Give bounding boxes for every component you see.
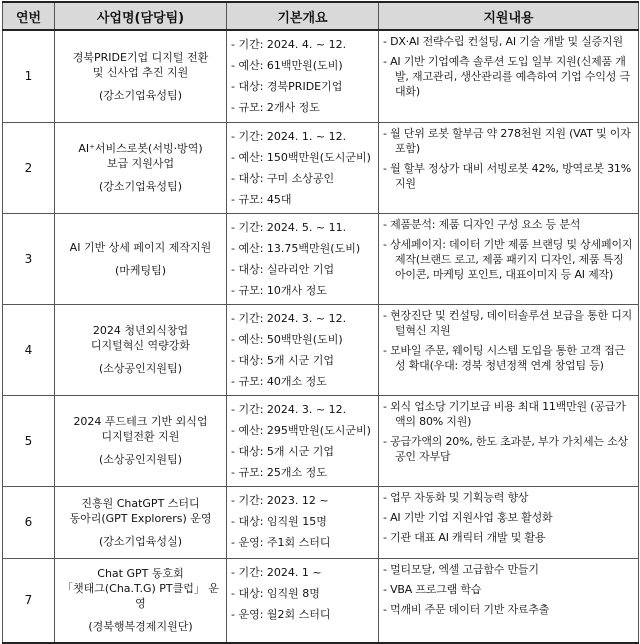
- program-name-line: 및 신사업 추진 지원: [92, 65, 189, 79]
- overview-cell: [227, 122, 379, 213]
- header-overview: 기본개요: [227, 2, 379, 30]
- overview-item: - 기간: 2024. 1. ~ 12.: [231, 129, 347, 143]
- program-team: (강소기업육성팀): [99, 88, 182, 102]
- program-name-line: 2024 청년외식창업: [92, 324, 189, 337]
- program-team: (마케팅팀): [114, 263, 167, 277]
- overview-item: - 기간: 2024. 3. ~ 12.: [231, 311, 347, 325]
- overview-item: - 규모: 2개사 정도: [231, 101, 320, 114]
- table-row: [3, 213, 639, 304]
- support-item: - AI 기반 기업 지원사업 홍보 활성화: [383, 510, 553, 524]
- program-team: (소상공인지원팀): [99, 362, 182, 375]
- overview-item: - 규모: 45대: [231, 192, 292, 206]
- table-row: [3, 122, 639, 213]
- program-team: (강소기업육성실): [99, 534, 182, 548]
- support-item: - 현장진단 및 컨설팅, 데이터솔루션 보급을 통한 디지털혁신 지원: [383, 308, 633, 337]
- program-name-cell: [55, 558, 227, 643]
- program-name-line: 디지털혁신 역량강화: [90, 339, 191, 352]
- overview-cell: [227, 395, 379, 486]
- overview-item: - 예산: 150백만원(도시군비): [231, 150, 371, 164]
- program-name-line: 경북PRIDE기업 디지털 전환: [72, 50, 209, 64]
- header-support: 지원내용: [379, 2, 639, 30]
- program-name-cell: [55, 213, 227, 304]
- support-cell: [379, 486, 639, 558]
- program-name-cell: [55, 304, 227, 395]
- overview-item: - 대상: 5개 시군 기업: [231, 353, 335, 367]
- overview-item: - 기간: 2024. 4. ~ 12.: [231, 38, 347, 51]
- program-team: (경북행복경제지원단): [88, 620, 193, 634]
- support-item: - 제품분석: 제품 디자인 구성 요소 등 분석: [383, 217, 581, 231]
- program-name-line: Chat GPT 동호회: [97, 567, 184, 581]
- program-name-cell: [55, 122, 227, 213]
- program-name-line: 「챗태그(Cha.T.G) PT클럽」 운영: [61, 582, 219, 611]
- table-row: [3, 304, 639, 395]
- overview-cell: [227, 558, 379, 643]
- row-number: 2: [3, 122, 55, 213]
- row-number: 5: [3, 395, 55, 486]
- overview-item: - 대상: 구미 소상공인: [231, 171, 335, 185]
- support-item: - 업무 자동화 및 기획능력 향상: [383, 490, 529, 504]
- overview-cell: [227, 486, 379, 558]
- program-name-cell: [55, 30, 227, 122]
- overview-cell: [227, 30, 379, 122]
- support-item: - 먹깨비 주문 데이터 기반 자료추출: [383, 602, 550, 616]
- support-cell: [379, 30, 639, 122]
- support-item: - 외식 업소당 기기보급 비용 최대 11백만원 (공급가액의 80% 지원): [383, 399, 626, 428]
- program-name-line: 보급 지원사업: [106, 157, 175, 170]
- support-cell: [379, 213, 639, 304]
- overview-item: - 기간: 2024. 1 ~: [231, 565, 322, 579]
- header-name: 사업명(담당팀): [55, 2, 227, 30]
- table-row: [3, 30, 639, 122]
- row-number: 3: [3, 213, 55, 304]
- overview-item: - 예산: 13.75백만원(도비): [231, 241, 361, 255]
- program-name-line: AI 기반 상세 페이지 제작지원: [69, 240, 212, 254]
- table-row: [3, 558, 639, 643]
- support-item: - 월 할부 정상가 대비 서빙로봇 42%, 방역로봇 31% 지원: [383, 161, 631, 190]
- support-item: - AI 기반 기업예측 솔루션 도입 일부 지원(신제품 개발, 재고관리, 생산관리를 예측하여 기업 수익성 극대화): [383, 55, 630, 98]
- support-item: - 모바일 주문, 웨이팅 시스템 도입을 통한 고객 접근성 확대(우대: 경북 청년정책 연계 창업팀 등): [383, 343, 625, 372]
- row-number: 1: [3, 30, 55, 122]
- overview-item: - 예산: 50백만원(도비): [231, 332, 343, 346]
- program-name-line: 디지털전환 지원: [101, 430, 180, 443]
- support-cell: [379, 558, 639, 643]
- support-item: - 멀티모달, 엑셀 고급함수 만들기: [383, 562, 539, 576]
- overview-item: - 운영: 주1회 스터디: [231, 535, 331, 549]
- overview-item: - 기간: 2024. 5. ~ 11.: [231, 220, 347, 234]
- program-name-line: 진흥원 ChatGPT 스터디: [81, 496, 200, 510]
- overview-item: - 대상: 경북PRIDE기업: [231, 80, 343, 93]
- overview-item: - 기간: 2023. 12 ~: [231, 493, 329, 507]
- program-team: (강소기업육성팀): [99, 180, 182, 193]
- table-row: [3, 486, 639, 558]
- support-cell: [379, 122, 639, 213]
- overview-item: - 대상: 임직원 15명: [231, 514, 327, 528]
- overview-cell: [227, 213, 379, 304]
- table-row: [3, 395, 639, 486]
- overview-item: - 운영: 월2회 스터디: [231, 607, 331, 621]
- overview-item: - 규모: 40개소 정도: [231, 374, 327, 388]
- overview-item: - 기간: 2024. 3. ~ 12.: [231, 402, 347, 416]
- support-cell: [379, 304, 639, 395]
- header-no: 연번: [3, 2, 55, 30]
- overview-item: - 규모: 10개사 정도: [231, 283, 327, 297]
- support-item: - 월 단위 로봇 할부금 약 278천원 지원 (VAT 및 이자 포함): [383, 126, 631, 155]
- header-row: [3, 2, 639, 30]
- row-number: 7: [3, 558, 55, 643]
- program-name-cell: [55, 395, 227, 486]
- overview-item: - 대상: 5개 시군 기업: [231, 444, 335, 458]
- program-team: (소상공인지원팀): [99, 453, 182, 466]
- row-number: 4: [3, 304, 55, 395]
- program-name-line: AI⁺서비스로봇(서빙·방역): [78, 142, 203, 155]
- row-number: 6: [3, 486, 55, 558]
- program-table: [2, 1, 639, 644]
- overview-item: - 대상: 실라리안 기업: [231, 262, 335, 276]
- program-name-line: 동아리(GPT Explorers) 운영: [69, 511, 212, 525]
- overview-item: - 예산: 61백만원(도비): [231, 59, 343, 72]
- overview-item: - 예산: 295백만원(도시군비): [231, 423, 371, 437]
- support-item: - DX·AI 전략수립 컨설팅, AI 기술 개발 및 실증지원: [383, 35, 623, 48]
- support-cell: [379, 395, 639, 486]
- support-item: - 상세페이지: 데이터 기반 제품 브랜딩 및 상세페이지 제작(브랜드 로고, 제품 패키지 디자인, 제품 특징 아이콘, 마케팅 포인트, 대표이미지 등 AI 제작): [383, 237, 633, 281]
- overview-item: - 규모: 25개소 정도: [231, 465, 327, 479]
- support-item: - 기관 대표 AI 캐릭터 개발 및 활용: [383, 530, 546, 544]
- overview-item: - 대상: 임직원 8명: [231, 586, 320, 600]
- overview-cell: [227, 304, 379, 395]
- program-name-line: 2024 푸드테크 기반 외식업: [73, 415, 208, 428]
- support-item: - VBA 프로그램 학습: [383, 582, 482, 596]
- support-item: - 공급가액의 20%, 한도 초과분, 부가 가치세는 소상공인 자부담: [383, 434, 628, 463]
- program-name-cell: [55, 486, 227, 558]
